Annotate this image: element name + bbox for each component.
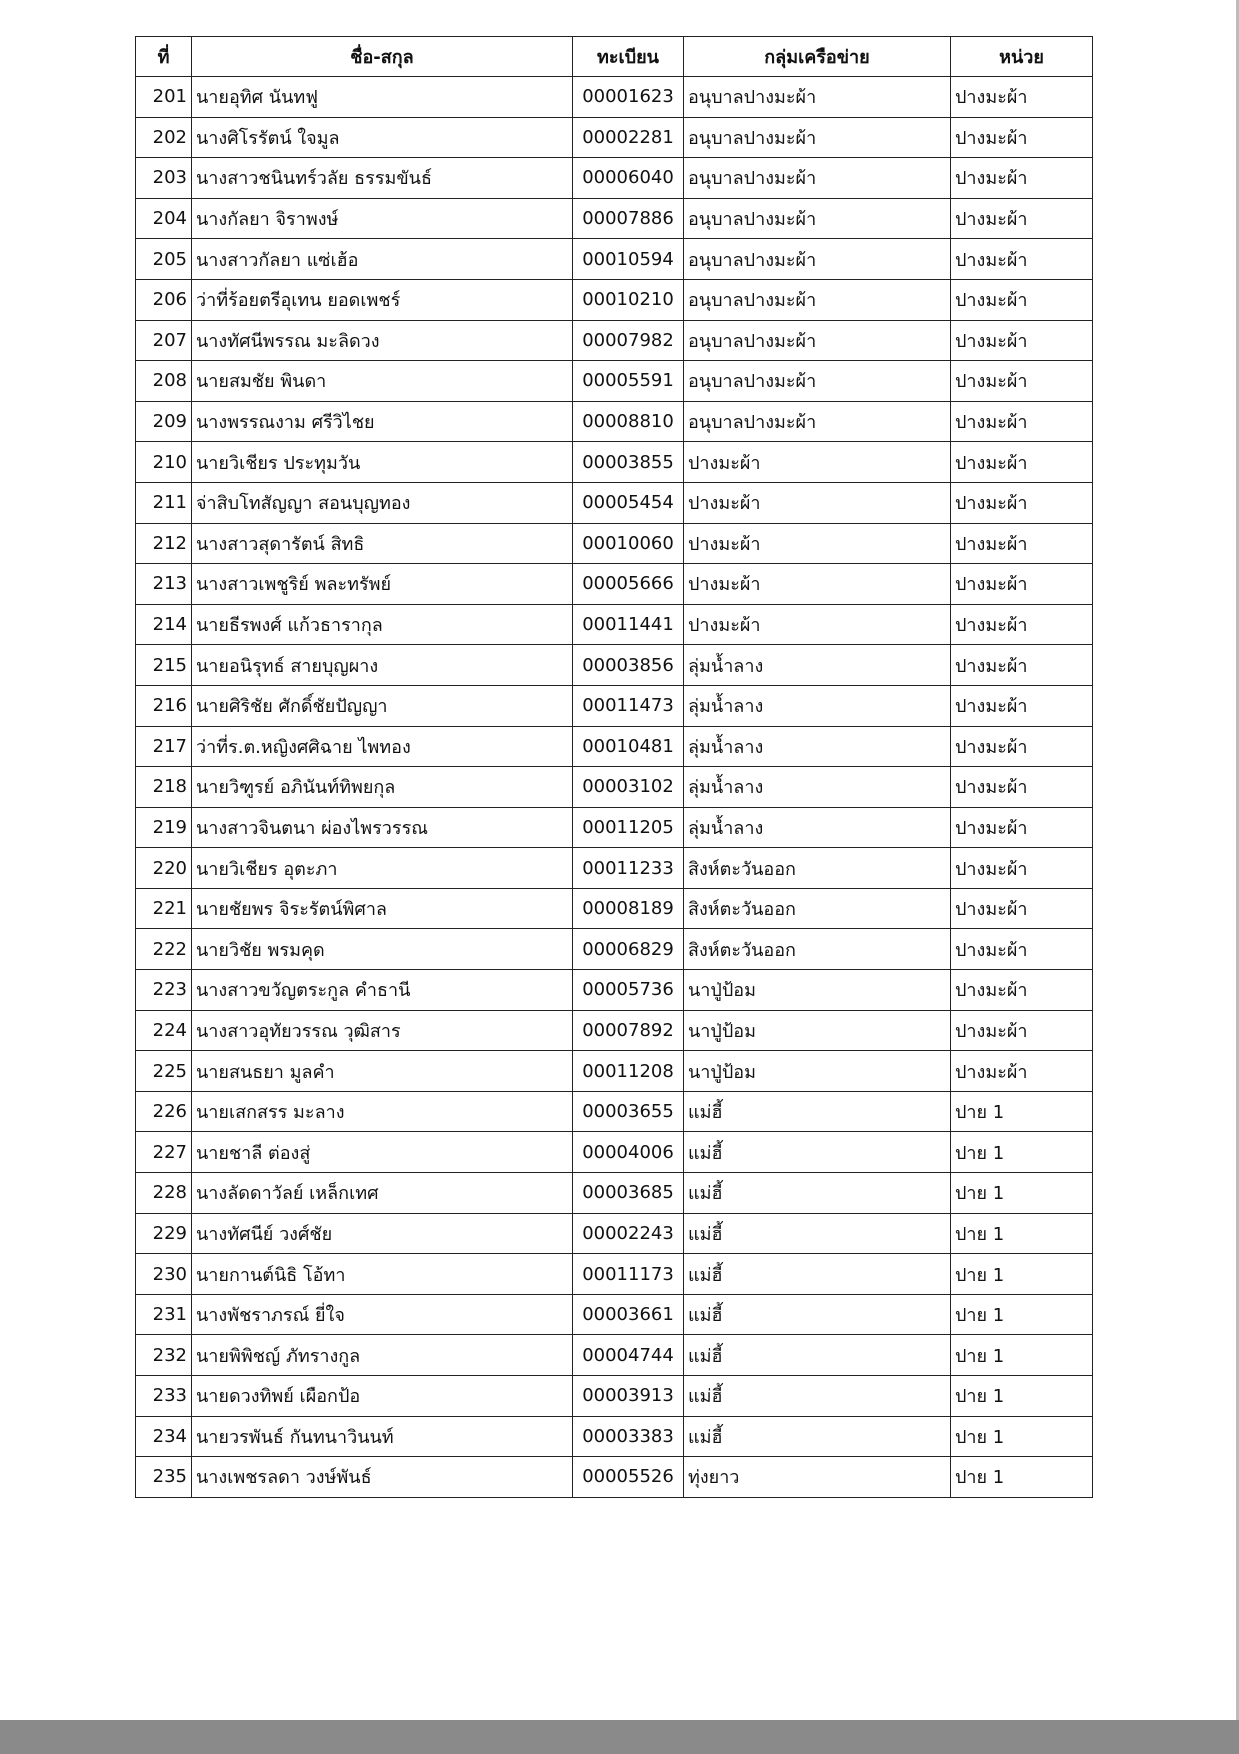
cell-network-group: ปางมะผ้า — [684, 564, 951, 605]
cell-network-group: แม่ฮี้ — [684, 1091, 951, 1132]
cell-network-group: ลุ่มน้ำลาง — [684, 767, 951, 808]
cell-name: นางพรรณงาม ศรีวิไชย — [192, 401, 573, 442]
cell-registration: 00005736 — [573, 970, 684, 1011]
cell-registration: 00003913 — [573, 1376, 684, 1417]
cell-no: 233 — [136, 1376, 192, 1417]
cell-name: นางสาวสุดารัตน์ สิทธิ — [192, 523, 573, 564]
cell-no: 229 — [136, 1213, 192, 1254]
cell-unit: ปางมะผ้า — [951, 401, 1093, 442]
cell-name: นายศิริชัย ศักดิ์ชัยปัญญา — [192, 685, 573, 726]
cell-registration: 00003102 — [573, 767, 684, 808]
table-row — [136, 1132, 1093, 1173]
cell-name: นายดวงทิพย์ เผือกป้อ — [192, 1376, 573, 1417]
cell-name: นางเพชรลดา วงษ์พันธ์ — [192, 1457, 573, 1498]
table-row — [136, 401, 1093, 442]
table-row — [136, 848, 1093, 889]
cell-unit: ปางมะผ้า — [951, 685, 1093, 726]
cell-no: 216 — [136, 685, 192, 726]
cell-unit: ปางมะผ้า — [951, 279, 1093, 320]
table-row — [136, 279, 1093, 320]
cell-network-group: ปางมะผ้า — [684, 482, 951, 523]
cell-unit: ปางมะผ้า — [951, 929, 1093, 970]
cell-network-group: อนุบาลปางมะผ้า — [684, 198, 951, 239]
cell-network-group: นาปู่ป้อม — [684, 1010, 951, 1051]
cell-network-group: นาปู่ป้อม — [684, 1051, 951, 1092]
table-row — [136, 158, 1093, 199]
cell-name: นายอนิรุทธ์ สายบุญผาง — [192, 645, 573, 686]
cell-unit: ปางมะผ้า — [951, 361, 1093, 402]
cell-registration: 00011473 — [573, 685, 684, 726]
cell-network-group: อนุบาลปางมะผ้า — [684, 401, 951, 442]
cell-unit: ปาย 1 — [951, 1294, 1093, 1335]
cell-registration: 00011208 — [573, 1051, 684, 1092]
cell-unit: ปางมะผ้า — [951, 767, 1093, 808]
cell-unit: ปาย 1 — [951, 1173, 1093, 1214]
table-row — [136, 1376, 1093, 1417]
cell-unit: ปาย 1 — [951, 1457, 1093, 1498]
cell-network-group: ลุ่มน้ำลาง — [684, 726, 951, 767]
cell-registration: 00005526 — [573, 1457, 684, 1498]
table-row — [136, 198, 1093, 239]
scan-footer-band — [0, 1720, 1239, 1754]
cell-registration: 00003661 — [573, 1294, 684, 1335]
cell-no: 203 — [136, 158, 192, 199]
cell-no: 231 — [136, 1294, 192, 1335]
cell-registration: 00007982 — [573, 320, 684, 361]
cell-network-group: อนุบาลปางมะผ้า — [684, 279, 951, 320]
cell-no: 206 — [136, 279, 192, 320]
cell-registration: 00010210 — [573, 279, 684, 320]
header-name: ชื่อ-สกุล — [192, 37, 573, 77]
cell-name: จ่าสิบโทสัญญา สอนบุญทอง — [192, 482, 573, 523]
cell-network-group: แม่ฮี้ — [684, 1376, 951, 1417]
table-row — [136, 117, 1093, 158]
cell-unit: ปางมะผ้า — [951, 117, 1093, 158]
cell-registration: 00011441 — [573, 604, 684, 645]
cell-name: นางสาวอุทัยวรรณ วุฒิสาร — [192, 1010, 573, 1051]
cell-no: 220 — [136, 848, 192, 889]
cell-name: นายวิชัย พรมคุด — [192, 929, 573, 970]
cell-registration: 00011233 — [573, 848, 684, 889]
cell-no: 226 — [136, 1091, 192, 1132]
cell-registration: 00005666 — [573, 564, 684, 605]
cell-no: 221 — [136, 888, 192, 929]
cell-unit: ปางมะผ้า — [951, 158, 1093, 199]
cell-name: นายชาลี ต่องสู่ — [192, 1132, 573, 1173]
table-row — [136, 929, 1093, 970]
cell-unit: ปางมะผ้า — [951, 1010, 1093, 1051]
cell-registration: 00004744 — [573, 1335, 684, 1376]
cell-registration: 00007886 — [573, 198, 684, 239]
roster-table — [135, 36, 1093, 1498]
cell-network-group: อนุบาลปางมะผ้า — [684, 320, 951, 361]
cell-network-group: ลุ่มน้ำลาง — [684, 685, 951, 726]
cell-name: นายสนธยา มูลคำ — [192, 1051, 573, 1092]
cell-registration: 00005454 — [573, 482, 684, 523]
cell-name: นางทัศนีย์ วงศ์ชัย — [192, 1213, 573, 1254]
cell-no: 225 — [136, 1051, 192, 1092]
cell-name: นางพัชราภรณ์ ยี่ใจ — [192, 1294, 573, 1335]
cell-name: นางสาวเพชูริย์ พละทรัพย์ — [192, 564, 573, 605]
table-row — [136, 1254, 1093, 1295]
cell-registration: 00002243 — [573, 1213, 684, 1254]
cell-unit: ปางมะผ้า — [951, 848, 1093, 889]
cell-registration: 00002281 — [573, 117, 684, 158]
cell-name: ว่าที่ร้อยตรีอุเทน ยอดเพชร์ — [192, 279, 573, 320]
cell-unit: ปางมะผ้า — [951, 1051, 1093, 1092]
header-no: ที่ — [136, 37, 192, 77]
table-row — [136, 1294, 1093, 1335]
cell-name: นางสาวชนินทร์วลัย ธรรมขันธ์ — [192, 158, 573, 199]
cell-no: 219 — [136, 807, 192, 848]
cell-registration: 00008810 — [573, 401, 684, 442]
cell-unit: ปางมะผ้า — [951, 320, 1093, 361]
cell-unit: ปาย 1 — [951, 1213, 1093, 1254]
cell-name: นายวิเชียร ประทุมวัน — [192, 442, 573, 483]
cell-network-group: นาปู่ป้อม — [684, 970, 951, 1011]
cell-network-group: แม่ฮี้ — [684, 1416, 951, 1457]
cell-name: นายสมชัย พินดา — [192, 361, 573, 402]
cell-unit: ปางมะผ้า — [951, 77, 1093, 118]
table-row — [136, 970, 1093, 1011]
cell-registration: 00003855 — [573, 442, 684, 483]
header-network-group: กลุ่มเครือข่าย — [684, 37, 951, 77]
cell-name: นายกานต์นิธิ โอ้ทา — [192, 1254, 573, 1295]
cell-unit: ปาย 1 — [951, 1335, 1093, 1376]
cell-unit: ปางมะผ้า — [951, 482, 1093, 523]
table-row — [136, 645, 1093, 686]
cell-no: 214 — [136, 604, 192, 645]
cell-network-group: แม่ฮี้ — [684, 1132, 951, 1173]
cell-no: 234 — [136, 1416, 192, 1457]
cell-unit: ปางมะผ้า — [951, 645, 1093, 686]
cell-name: นางทัศนีพรรณ มะลิดวง — [192, 320, 573, 361]
cell-name: นายอุทิศ นันทฟู — [192, 77, 573, 118]
header-registration: ทะเบียน — [573, 37, 684, 77]
table-header — [136, 37, 1093, 77]
cell-unit: ปาย 1 — [951, 1416, 1093, 1457]
cell-network-group: ปางมะผ้า — [684, 442, 951, 483]
cell-name: นายพิพิชญ์ ภัทรางกูล — [192, 1335, 573, 1376]
header-row — [136, 37, 1093, 77]
table-row — [136, 1457, 1093, 1498]
cell-network-group: สิงห์ตะวันออก — [684, 929, 951, 970]
table-row — [136, 807, 1093, 848]
table-row — [136, 767, 1093, 808]
cell-no: 213 — [136, 564, 192, 605]
cell-no: 207 — [136, 320, 192, 361]
table-row — [136, 1213, 1093, 1254]
cell-network-group: ปางมะผ้า — [684, 523, 951, 564]
cell-registration: 00010060 — [573, 523, 684, 564]
cell-name: นายเสกสรร มะลาง — [192, 1091, 573, 1132]
table-row — [136, 1416, 1093, 1457]
cell-unit: ปางมะผ้า — [951, 239, 1093, 280]
cell-registration: 00010594 — [573, 239, 684, 280]
cell-no: 230 — [136, 1254, 192, 1295]
table-row — [136, 1091, 1093, 1132]
cell-network-group: อนุบาลปางมะผ้า — [684, 239, 951, 280]
cell-network-group: อนุบาลปางมะผ้า — [684, 158, 951, 199]
cell-registration: 00004006 — [573, 1132, 684, 1173]
cell-registration: 00003685 — [573, 1173, 684, 1214]
cell-network-group: อนุบาลปางมะผ้า — [684, 117, 951, 158]
cell-no: 223 — [136, 970, 192, 1011]
cell-network-group: แม่ฮี้ — [684, 1254, 951, 1295]
cell-name: นางสาวกัลยา แซ่เฮ้อ — [192, 239, 573, 280]
cell-no: 227 — [136, 1132, 192, 1173]
cell-name: นางลัดดาวัลย์ เหล็กเทศ — [192, 1173, 573, 1214]
table-row — [136, 523, 1093, 564]
cell-no: 218 — [136, 767, 192, 808]
cell-registration: 00005591 — [573, 361, 684, 402]
cell-registration: 00007892 — [573, 1010, 684, 1051]
cell-network-group: สิงห์ตะวันออก — [684, 888, 951, 929]
cell-network-group: ลุ่มน้ำลาง — [684, 645, 951, 686]
cell-network-group: ลุ่มน้ำลาง — [684, 807, 951, 848]
cell-name: นายวิเชียร อุตะภา — [192, 848, 573, 889]
table-row — [136, 604, 1093, 645]
cell-no: 205 — [136, 239, 192, 280]
table-row — [136, 239, 1093, 280]
cell-no: 201 — [136, 77, 192, 118]
cell-registration: 00008189 — [573, 888, 684, 929]
cell-network-group: ปางมะผ้า — [684, 604, 951, 645]
cell-network-group: ทุ่งยาว — [684, 1457, 951, 1498]
table-row — [136, 726, 1093, 767]
cell-name: นายธีรพงศ์ แก้วธารากุล — [192, 604, 573, 645]
cell-network-group: สิงห์ตะวันออก — [684, 848, 951, 889]
cell-network-group: อนุบาลปางมะผ้า — [684, 77, 951, 118]
cell-name: ว่าที่ร.ต.หญิงศศิฉาย ไพทอง — [192, 726, 573, 767]
cell-registration: 00010481 — [573, 726, 684, 767]
cell-registration: 00006040 — [573, 158, 684, 199]
cell-unit: ปาย 1 — [951, 1376, 1093, 1417]
cell-network-group: อนุบาลปางมะผ้า — [684, 361, 951, 402]
table-row — [136, 320, 1093, 361]
cell-unit: ปางมะผ้า — [951, 442, 1093, 483]
cell-unit: ปางมะผ้า — [951, 198, 1093, 239]
table-row — [136, 482, 1093, 523]
table-row — [136, 564, 1093, 605]
cell-no: 202 — [136, 117, 192, 158]
cell-registration: 00003383 — [573, 1416, 684, 1457]
cell-name: นายวรพันธ์ กันทนาวินนท์ — [192, 1416, 573, 1457]
table-row — [136, 1173, 1093, 1214]
table-row — [136, 1335, 1093, 1376]
cell-no: 235 — [136, 1457, 192, 1498]
cell-no: 217 — [136, 726, 192, 767]
cell-name: นายวิฑูรย์ อภินันท์ทิพยกุล — [192, 767, 573, 808]
cell-no: 224 — [136, 1010, 192, 1051]
cell-name: นางสาวจินตนา ผ่องไพรวรรณ — [192, 807, 573, 848]
cell-name: นางสาวขวัญตระกูล คำธานี — [192, 970, 573, 1011]
cell-no: 211 — [136, 482, 192, 523]
cell-unit: ปางมะผ้า — [951, 726, 1093, 767]
cell-name: นายชัยพร จิระรัตน์พิศาล — [192, 888, 573, 929]
table-row — [136, 361, 1093, 402]
cell-unit: ปางมะผ้า — [951, 807, 1093, 848]
cell-unit: ปาย 1 — [951, 1132, 1093, 1173]
cell-unit: ปางมะผ้า — [951, 523, 1093, 564]
table-row — [136, 685, 1093, 726]
cell-no: 208 — [136, 361, 192, 402]
cell-no: 204 — [136, 198, 192, 239]
cell-registration: 00003856 — [573, 645, 684, 686]
cell-registration: 00011173 — [573, 1254, 684, 1295]
cell-network-group: แม่ฮี้ — [684, 1335, 951, 1376]
cell-unit: ปางมะผ้า — [951, 604, 1093, 645]
header-unit: หน่วย — [951, 37, 1093, 77]
cell-unit: ปาย 1 — [951, 1254, 1093, 1295]
cell-unit: ปาย 1 — [951, 1091, 1093, 1132]
cell-network-group: แม่ฮี้ — [684, 1173, 951, 1214]
table-row — [136, 1051, 1093, 1092]
cell-no: 228 — [136, 1173, 192, 1214]
cell-registration: 00001623 — [573, 77, 684, 118]
table-row — [136, 1010, 1093, 1051]
cell-no: 210 — [136, 442, 192, 483]
cell-no: 222 — [136, 929, 192, 970]
table-body — [136, 77, 1093, 1498]
cell-unit: ปางมะผ้า — [951, 888, 1093, 929]
cell-no: 209 — [136, 401, 192, 442]
cell-no: 212 — [136, 523, 192, 564]
table-row — [136, 77, 1093, 118]
table-row — [136, 888, 1093, 929]
cell-network-group: แม่ฮี้ — [684, 1213, 951, 1254]
cell-name: นางกัลยา จิราพงษ์ — [192, 198, 573, 239]
cell-network-group: แม่ฮี้ — [684, 1294, 951, 1335]
cell-name: นางศิโรรัตน์ ใจมูล — [192, 117, 573, 158]
cell-registration: 00003655 — [573, 1091, 684, 1132]
cell-no: 215 — [136, 645, 192, 686]
cell-no: 232 — [136, 1335, 192, 1376]
cell-registration: 00006829 — [573, 929, 684, 970]
cell-unit: ปางมะผ้า — [951, 970, 1093, 1011]
cell-registration: 00011205 — [573, 807, 684, 848]
table-row — [136, 442, 1093, 483]
cell-unit: ปางมะผ้า — [951, 564, 1093, 605]
